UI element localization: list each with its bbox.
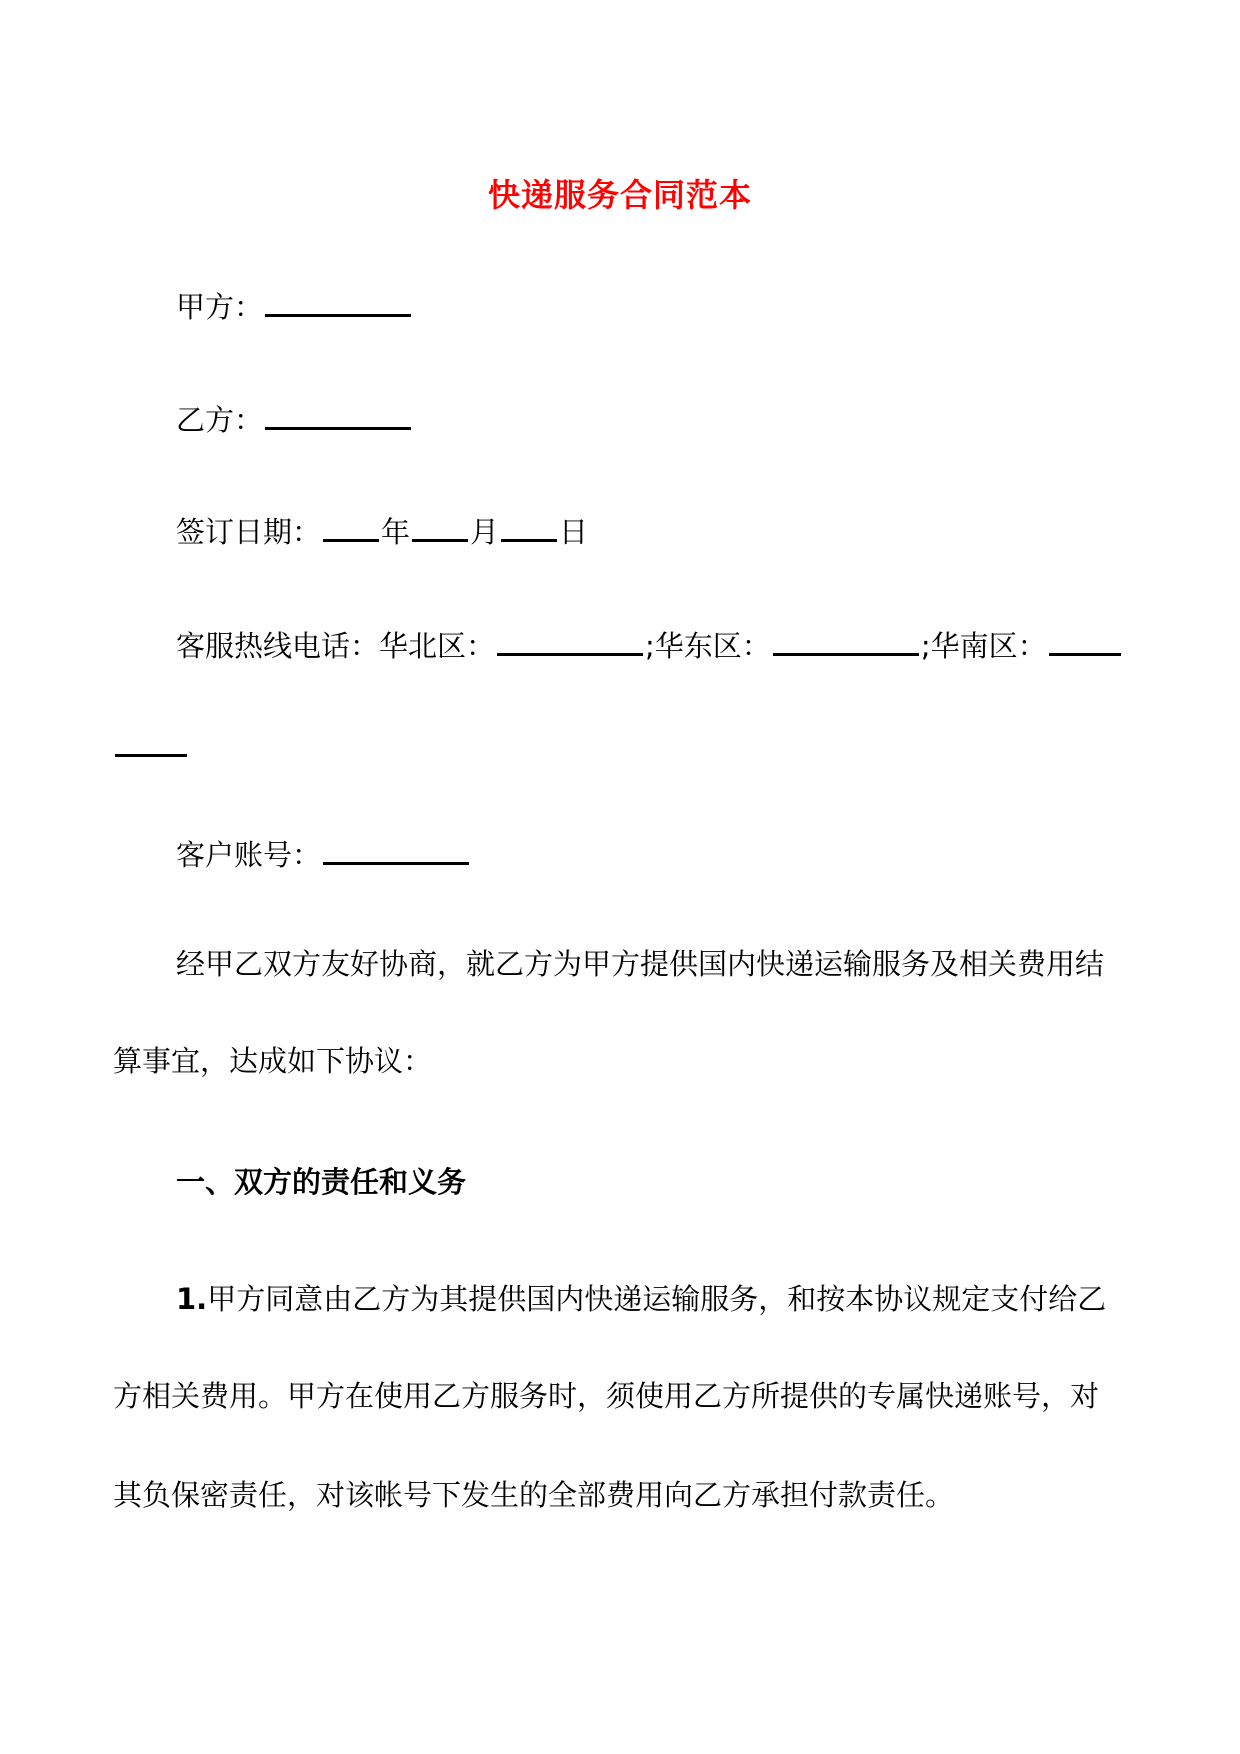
- party-b-label: 乙方：: [176, 403, 264, 437]
- account-line: [176, 832, 471, 875]
- hotline-continuation-line: [113, 724, 189, 767]
- party-b-blank[interactable]: [265, 397, 411, 430]
- north-region-blank[interactable]: [497, 623, 643, 656]
- year-blank[interactable]: [323, 509, 379, 542]
- clause-1-line-1: [176, 1279, 1106, 1319]
- clause-1-line-2: 方相关费用。甲方在使用乙方服务时，须使用乙方所提供的专属快递账号，对: [113, 1379, 1100, 1413]
- year-label: 年: [381, 515, 411, 549]
- month-blank[interactable]: [412, 509, 468, 542]
- east-region-label: ;华东区：: [645, 629, 771, 663]
- party-a-label: 甲方：: [176, 290, 264, 324]
- south-region-blank[interactable]: [1049, 623, 1121, 656]
- clause-1-text-1: 甲方同意由乙方为其提供国内快递运输服务，和按本协议规定支付给乙: [207, 1282, 1107, 1316]
- sign-date-line: [176, 509, 588, 552]
- north-region-label: 华北区：: [379, 629, 496, 663]
- intro-line-1: 经甲乙双方友好协商，就乙方为甲方提供国内快递运输服务及相关费用结: [176, 947, 1105, 981]
- day-blank[interactable]: [501, 509, 557, 542]
- clause-1-line-3: 其负保密责任，对该帐号下发生的全部费用向乙方承担付款责任。: [113, 1478, 955, 1512]
- account-blank[interactable]: [323, 832, 469, 865]
- party-b-line: [176, 397, 413, 440]
- section-1-heading: 一、双方的责任和义务: [176, 1165, 467, 1199]
- document-title: 快递服务合同范本: [487, 176, 752, 214]
- intro-line-2: 算事宜，达成如下协议：: [113, 1044, 433, 1078]
- clause-1-number: 1.: [176, 1282, 208, 1316]
- party-a-blank[interactable]: [265, 284, 411, 317]
- month-label: 月: [470, 515, 500, 549]
- party-a-line: [176, 284, 413, 327]
- east-region-blank[interactable]: [773, 623, 919, 656]
- account-label: 客户账号：: [176, 838, 322, 872]
- south-region-blank-continued[interactable]: [115, 724, 187, 757]
- hotline-line: [176, 623, 1123, 666]
- sign-date-label: 签订日期：: [176, 515, 322, 549]
- day-label: 日: [559, 515, 589, 549]
- south-region-label: ;华南区：: [920, 629, 1047, 663]
- hotline-label: 客服热线电话：: [176, 629, 380, 663]
